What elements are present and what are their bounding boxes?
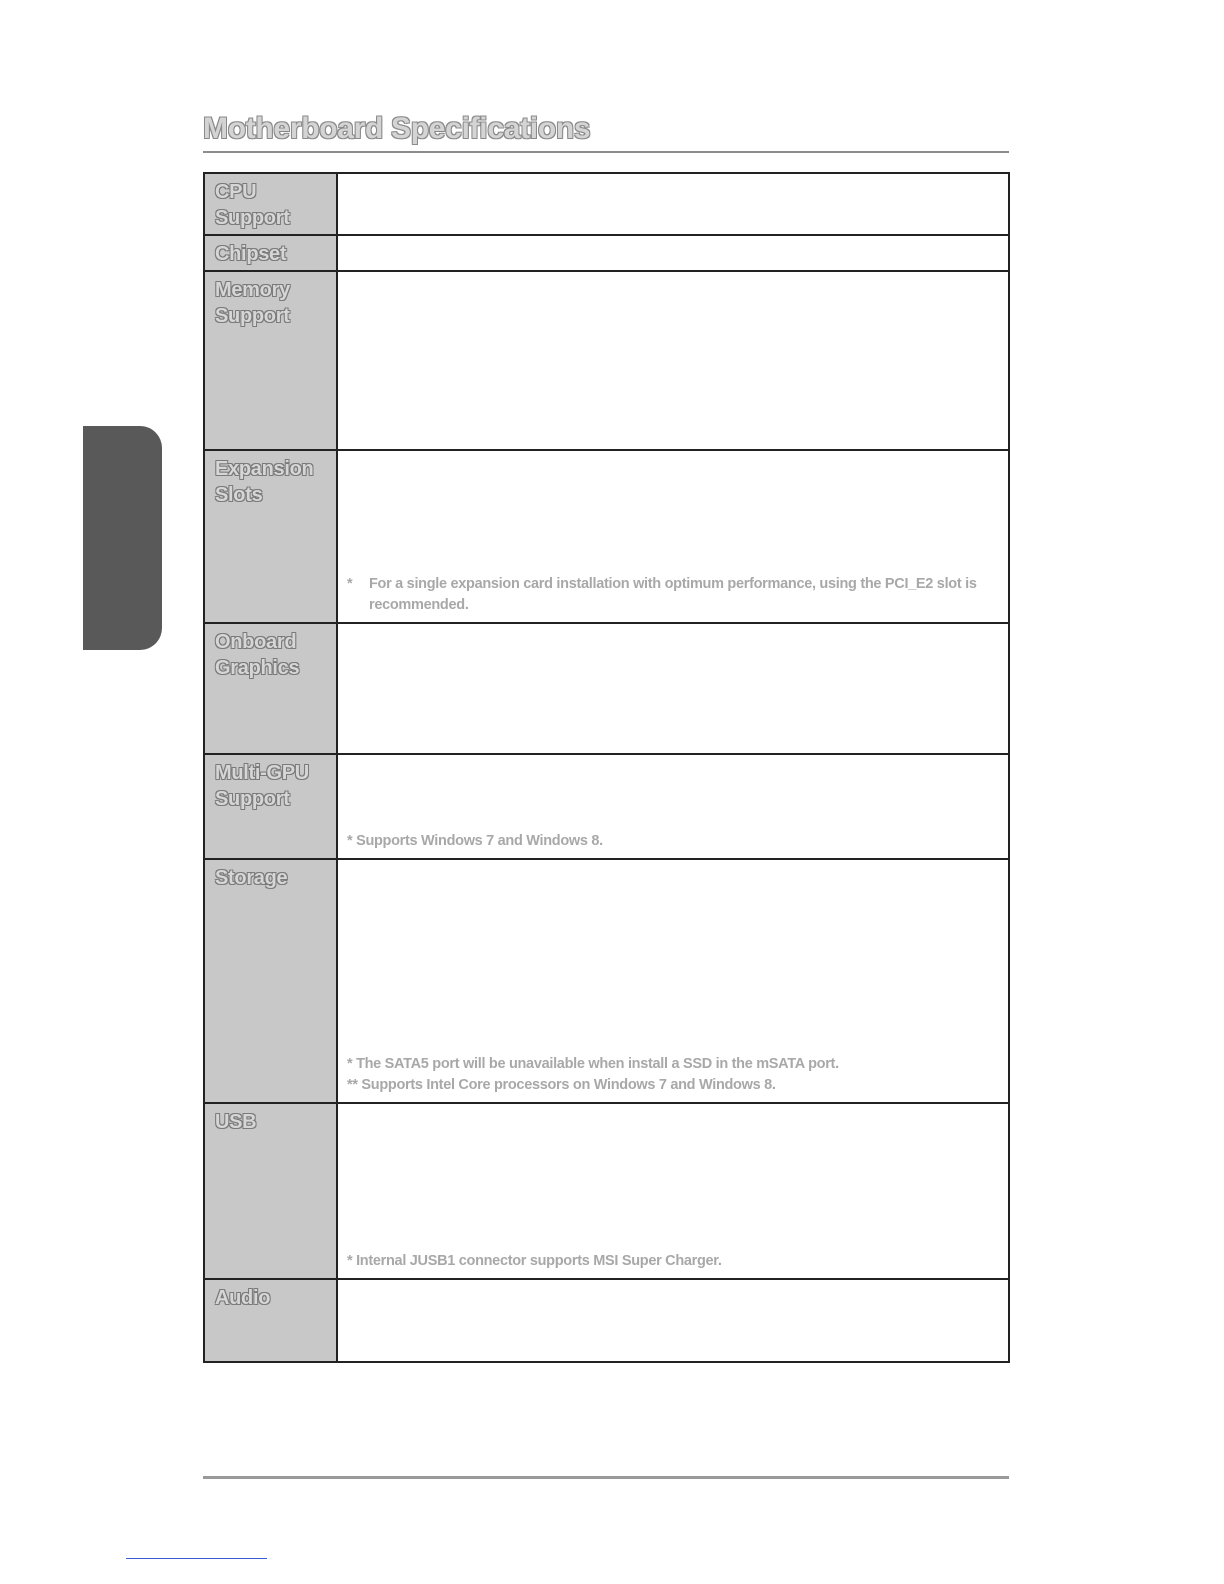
footnote-text: * Internal JUSB1 connector supports MSI Super Charger. — [347, 1253, 722, 1269]
row-label: Chipset — [215, 243, 287, 265]
chapter-side-tab — [83, 426, 162, 650]
row-label-cell — [204, 1279, 337, 1362]
spec-row-storage — [204, 859, 1009, 1103]
footnote-line — [347, 574, 1000, 616]
footer-divider — [203, 1476, 1009, 1479]
row-label-cell — [204, 1103, 337, 1279]
row-label-cell — [204, 173, 337, 235]
row-label-cell — [204, 235, 337, 271]
row-content-cell — [337, 271, 1009, 450]
spec-row-onboard-graphics — [204, 623, 1009, 754]
row-label-cell — [204, 450, 337, 623]
row-content-cell — [337, 859, 1009, 1103]
footnote-text: ** Supports Intel Core processors on Windows 7 and Windows 8. — [347, 1077, 776, 1093]
title-divider — [203, 151, 1009, 153]
row-label: Expansion Slots — [215, 458, 314, 506]
spec-row-memory-support — [204, 271, 1009, 450]
row-content-cell — [337, 754, 1009, 859]
row-label-cell — [204, 754, 337, 859]
row-label: Storage — [215, 867, 288, 889]
row-content-cell — [337, 1103, 1009, 1279]
row-content-cell — [337, 235, 1009, 271]
row-label-cell — [204, 623, 337, 754]
row-content-cell — [337, 450, 1009, 623]
row-label: Audio — [215, 1287, 271, 1309]
row-label-cell — [204, 859, 337, 1103]
row-label: Memory Support — [215, 279, 290, 327]
footnote — [347, 1251, 1000, 1272]
row-content-cell — [337, 173, 1009, 235]
page-title: Motherboard Specifications — [203, 112, 591, 145]
spec-row-audio — [204, 1279, 1009, 1362]
specifications-table — [203, 172, 1010, 1363]
bottom-link-underline — [126, 1558, 267, 1559]
row-label: Multi-GPU Support — [215, 762, 309, 810]
row-label-cell — [204, 271, 337, 450]
row-label: Onboard Graphics — [215, 631, 300, 679]
footnote-text: * Supports Windows 7 and Windows 8. — [347, 833, 603, 849]
footnote — [347, 831, 1000, 852]
footnote — [347, 1054, 1000, 1096]
spec-row-expansion-slots — [204, 450, 1009, 623]
footnote-text: * The SATA5 port will be unavailable when install a SSD in the mSATA port. — [347, 1056, 839, 1072]
row-content-cell — [337, 623, 1009, 754]
spec-row-cpu-support — [204, 173, 1009, 235]
spec-row-multi-gpu-support — [204, 754, 1009, 859]
row-label: CPU Support — [215, 181, 290, 229]
row-label: USB — [215, 1111, 257, 1133]
spec-row-usb — [204, 1103, 1009, 1279]
spec-row-chipset — [204, 235, 1009, 271]
row-content-cell — [337, 1279, 1009, 1362]
footnote — [347, 574, 1000, 616]
footnote-text: For a single expansion card installation with optimum performance, using the PCI_E2 slot is recommended. — [369, 576, 977, 613]
footnote-marker: * — [347, 576, 353, 592]
